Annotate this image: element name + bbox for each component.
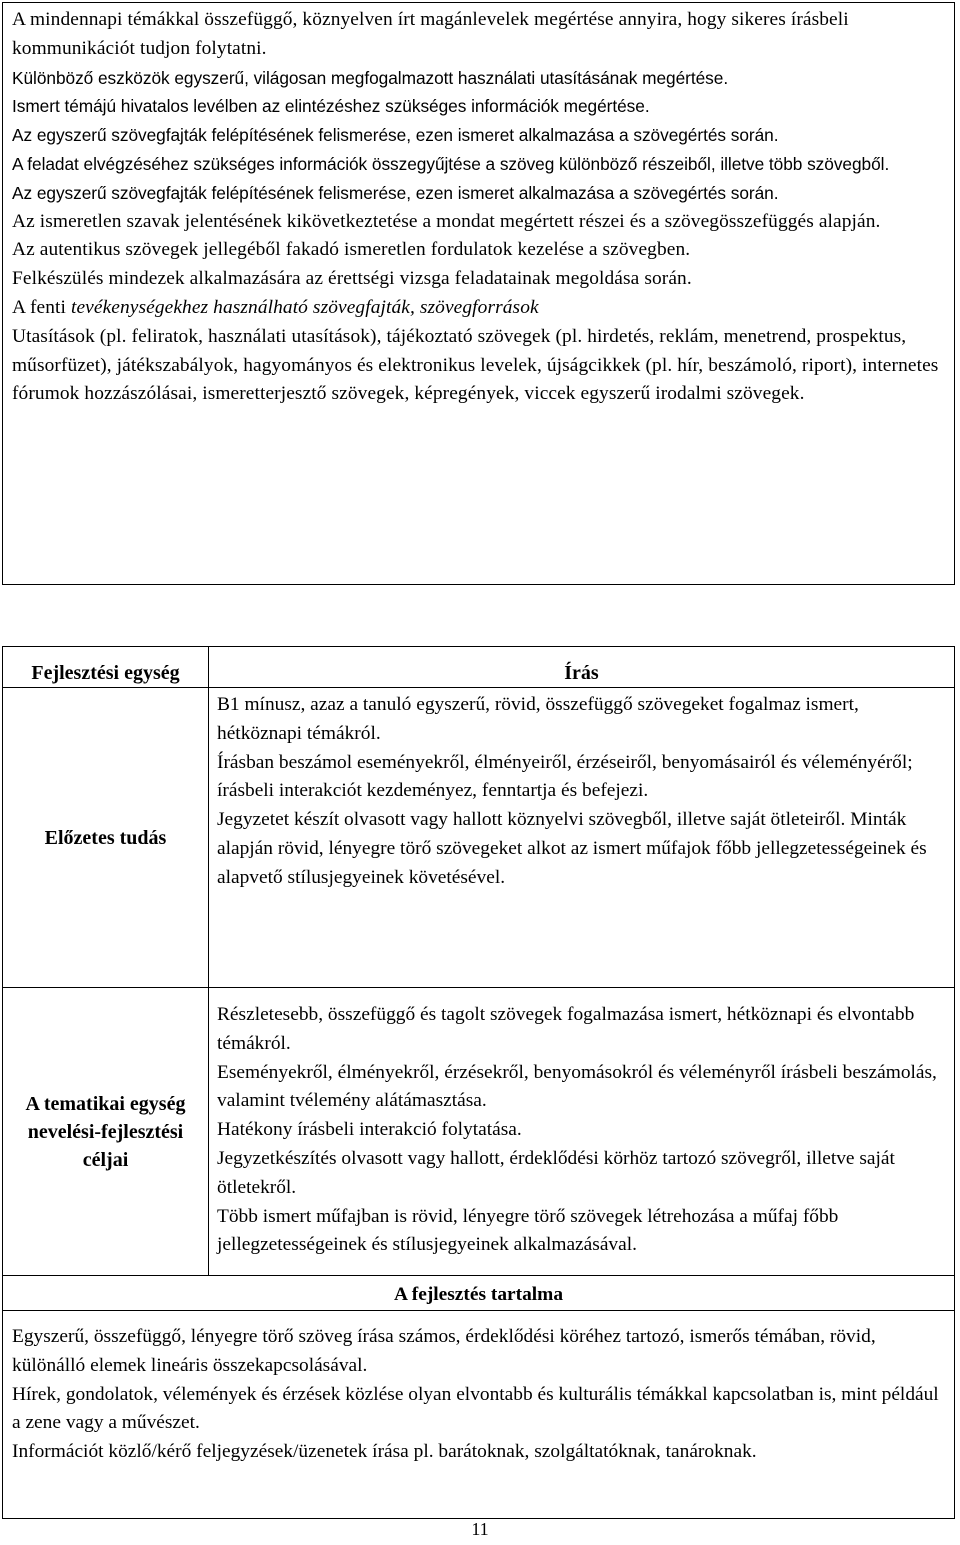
goals-cell	[209, 988, 955, 1276]
unit-label-cell	[3, 647, 209, 688]
goal-line: Ismert témájú hivatalos levélben az elintézéshez szükséges információk megértése.	[12, 96, 650, 117]
prior-line: B1 mínusz, azaz a tanuló egyszerű, rövid, összefüggő szövegeket fogalmaz ismert, hétköznapi témákról.	[217, 694, 859, 744]
goal-item: Eseményekről, élményekről, érzésekről, benyomásokról és véleményről írásbeli beszámolás, valamint tvélemény alátámasztása.	[217, 1061, 937, 1112]
goals-label-cell	[3, 988, 209, 1276]
goal-line: A feladat elvégzéséhez szükséges információk összegyűjtése a szöveg különböző részeiből, illetve több szövegből.	[12, 153, 890, 174]
content-heading: A fejlesztés tartalma	[393, 1284, 564, 1305]
development-unit-table	[2, 646, 955, 1519]
goal-item: Hatékony írásbeli interakció folytatása.	[217, 1119, 522, 1141]
goal-item: Részletesebb, összefüggő és tagolt szövegek fogalmazása ismert, hétköznapi és elvontabb témákról.	[217, 1004, 915, 1054]
text-types-heading	[12, 294, 946, 323]
prior-knowledge-cell	[209, 688, 955, 988]
goal-line: A mindennapi témákkal összefüggő, köznyelven írt magánlevelek megértése annyira, hogy sikeres írásbeli kommunikációt tudjon folytatni.	[12, 9, 849, 59]
text-types-prefix: A fenti	[12, 296, 67, 318]
goal-item: Jegyzetkészítés olvasott vagy hallott, érdeklődési körhöz tartozó szövegről, illetve saját ötletekről.	[217, 1147, 895, 1198]
goal-line: Az egyszerű szövegfajták felépítésének felismerése, ezen ismeret alkalmazása a szövegértés során.	[12, 182, 779, 203]
goal-line: Az autentikus szövegek jellegéből fakadó ismeretlen fordulatok kezelése a szövegben.	[12, 239, 691, 261]
unit-label: Fejlesztési egység	[31, 662, 180, 684]
goal-line: Felkészülés mindezek alkalmazására az érettségi vizsga feladatainak megoldása során.	[12, 268, 692, 290]
prior-line: Jegyzetet készít olvasott vagy hallott köznyelvi szövegből, illetve saját ötleteiről. Minták alapján rövid, lényegre törő szövegeket alkot az ismert műfajok főbb jellegzetességeinek és alapvető stílusjegyeinek követésével.	[217, 809, 927, 888]
reading-goals-box	[2, 2, 955, 585]
unit-value: Írás	[564, 662, 599, 684]
goal-line: Az egyszerű szövegfajták felépítésének felismerése, ezen ismeret alkalmazása a szövegértés során.	[12, 125, 779, 146]
goal-line: Az ismeretlen szavak jelentésének kikövetkeztetése a mondat megértett részei és a szövegösszefüggés alapján.	[12, 210, 881, 232]
goals-label: A tematikai egység nevelési-fejlesztési céljai	[25, 1092, 186, 1171]
content-line: Információt közlő/kérő feljegyzések/üzenetek írása pl. barátoknak, szolgáltatóknak, tanároknak.	[12, 1441, 757, 1463]
text-types-list: Utasítások (pl. feliratok, használati utasítások), tájékoztató szövegek (pl. hirdetés, reklám, menetrend, prospektus, műsorfüzet), játékszabályok, hagyományos és elektronikus levelek, újságcikkek (pl. hír, beszámoló, riport), internetes fórumok hozzászólásai, ismeretterjesztő szövegek, képregények, viccek egyszerű irodalmi szövegek.	[12, 325, 939, 405]
content-cell	[3, 1311, 955, 1519]
prior-line: Írásban beszámol eseményekről, élményeiről, érzéseiről, benyomásairól és véleményéről; írásbeli interakciót kezdeményez, fenntartja és befejezi.	[217, 751, 913, 802]
page-number: 11	[471, 1519, 489, 1539]
goal-line: Különböző eszközök egyszerű, világosan megfogalmazott használati utasításának megértése.	[12, 67, 729, 88]
content-heading-cell	[3, 1276, 955, 1311]
text-types-italic: tevékenységekhez használható szövegfajták, szövegforrások	[70, 296, 539, 318]
goal-item: Több ismert műfajban is rövid, lényegre törő szövegek létrehozása a műfaj főbb jellegzetességeinek és stílusjegyeinek alkalmazásával.	[217, 1205, 839, 1256]
prior-knowledge-label: Előzetes tudás	[3, 688, 209, 988]
unit-value-cell	[209, 647, 955, 688]
content-line: Egyszerű, összefüggő, lényegre törő szöveg írása számos, érdeklődési köréhez tartozó, ismerős témában, rövid, különálló elemek lineáris összekapcsolásával.	[12, 1326, 876, 1376]
content-line: Hírek, gondolatok, vélemények és érzések közlése olyan elvontabb és kulturális témákkal kapcsolatban is, mint például a zene vagy a művészet.	[12, 1383, 939, 1434]
